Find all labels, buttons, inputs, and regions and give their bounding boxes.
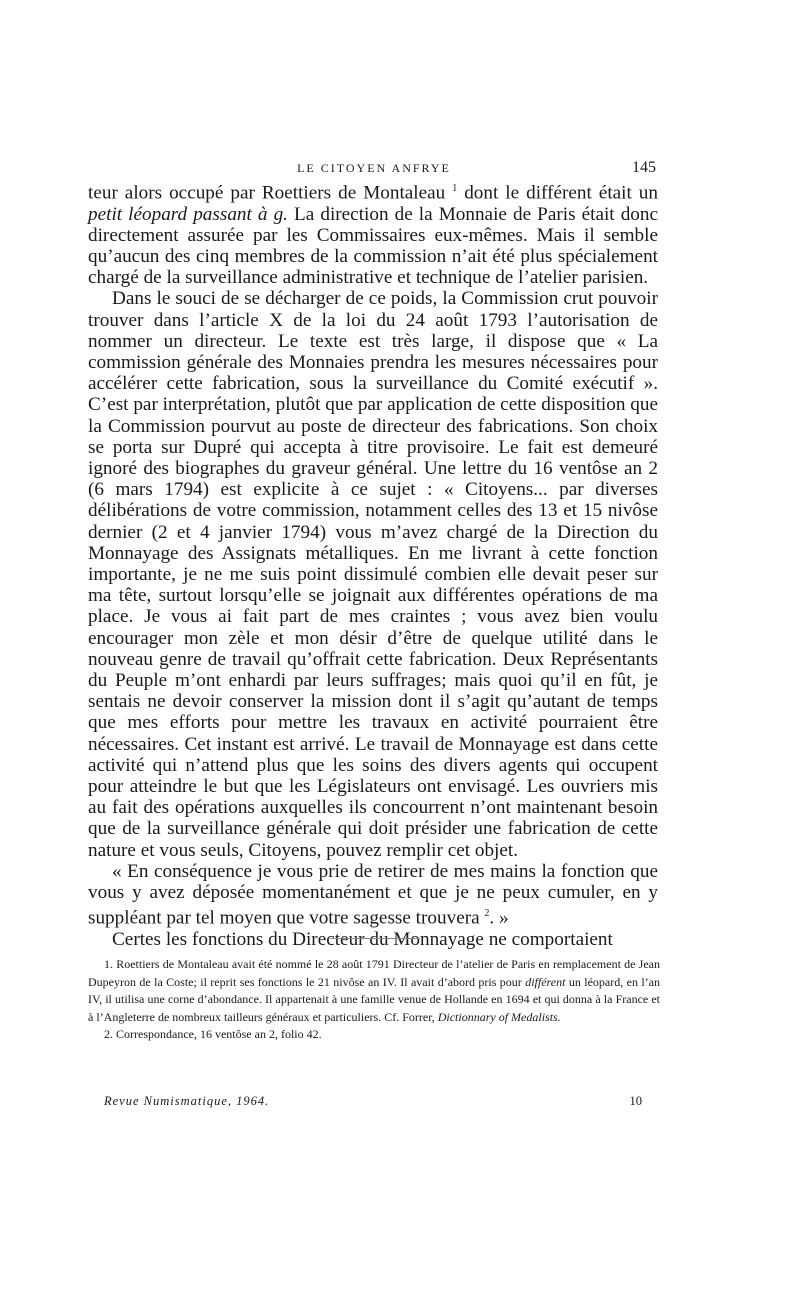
paragraph-3: [88, 861, 658, 929]
running-title: LE CITOYEN ANFRYE: [297, 161, 451, 175]
emphasis: petit léopard passant à g.: [88, 203, 288, 225]
paragraph-1: [88, 178, 658, 288]
paragraph-4: Certes les fonctions du Directeur du Monnayage ne comportaient: [112, 928, 613, 950]
journal-citation: Revue Numismatique, 1964.: [104, 1094, 270, 1108]
emphasis: Dictionnary of Medalists.: [437, 1009, 561, 1024]
footnote-2: 2. Correspondance, 16 ventôse an 2, folio 42.: [104, 1027, 322, 1042]
running-head: [88, 158, 660, 178]
text-run: dont le différent était un: [457, 182, 658, 204]
text-run: La direction de la Monnaie de Paris était donc directement assurée par les Commissaires eux-mêmes. Mais il semble qu’aucun des cinq membres de la commission n’ait été plus spécialement chargé de la surveillance administrative et technique de l’atelier parisien.: [88, 203, 658, 289]
body-text: [88, 178, 658, 950]
text-run: 1. Roettiers de Montaleau avait été nommé le 28 août 1791 Directeur de l’atelier de Paris en remplacement de Jean Dupeyron de la Coste; il reprit ses fonctions le 21 nivôse an IV. Il avait d’abord pris pour: [88, 957, 660, 989]
footnote-ref-2: 2: [484, 908, 490, 920]
footnotes: [88, 956, 660, 1044]
text-run: « En conséquence je vous prie de retirer de mes mains la fonction que vous y avez déposée momentanément et que je ne peux cumuler, en y suppléant par tel moyen que votre sagesse trouvera: [88, 860, 658, 929]
signature-mark: 10: [629, 1094, 642, 1108]
page-number: 145: [632, 159, 656, 176]
text-run: un léopard, en l’an IV, il utilisa une corne d’abondance. Il appartenait à une famille venue de Hollande en 1694 et qui donna à la France et à l’Angleterre de nombreux tailleurs généraux et particuliers. Cf. Forrer,: [88, 974, 660, 1024]
paragraph-2: Dans le souci de se décharger de ce poids, la Commission crut pouvoir trouver dans l’article X de la loi du 24 août 1793 l’autorisation de nommer un directeur. Le texte est très large, il dispose que « La commission générale des Monnaies prendra les mesures nécessaires pour accélérer cette fabrication, sous la surveillance du Comité exécutif ». C’est par interprétation, plutôt que par application de cette disposition que la Commission pourvut au poste de directeur des fabrications. Son choix se porta sur Dupré qui accepta à titre provisoire. Le fait est demeuré ignoré des biographes du graveur général. Une lettre du 16 ventôse an 2 (6 mars 1794) est explicite à ce sujet : « Citoyens... par diverses délibérations de votre commission, notamment celles des 13 et 15 nivôse dernier (2 et 4 janvier 1794) vous m’avez chargé de la Direction du Monnayage des Assignats métalliques. En me livrant à cette fonction importante, je ne me suis point dissimulé combien elle devait peser sur ma tête, surtout lorsqu’elle se joignait aux différentes opérations de ma place. Je vous ai fait part de mes craintes ; vous avez bien voulu encourager mon zèle et mon désir d’être de quelque utilité dans le nouveau genre de travail qu’offrait cette fabrication. Deux Représentants du Peuple m’ont enhardi par leurs suffrages; mais quoi qu’il en fût, je sentais ne devoir conserver la mission dont il s’agit qu’autant de temps que mes efforts pour mettre les travaux en activité pourraient être nécessaires. Cet instant est arrivé. Le travail de Monnayage est dans cette activité qui n’attend plus que les soins des divers agents qui occupent pour atteindre le but que les Législateurs ont envisagé. Les ouvriers mis au fait des opérations auxquelles ils concourrent n’ont maintenant besoin que de la surveillance générale qui doit présider une fabrication de cette nature et vous seuls, Citoyens, pouvez remplir cet objet.: [88, 288, 658, 861]
footnote-ref-1: 1: [452, 183, 458, 194]
text-run: teur alors occupé par Roettiers de Montaleau: [88, 182, 453, 204]
emphasis: différent: [525, 974, 566, 989]
footnote-rule: [330, 938, 420, 939]
page-footer: [88, 1092, 660, 1110]
text-run: . »: [489, 907, 509, 929]
footnote-1: [88, 956, 660, 1026]
